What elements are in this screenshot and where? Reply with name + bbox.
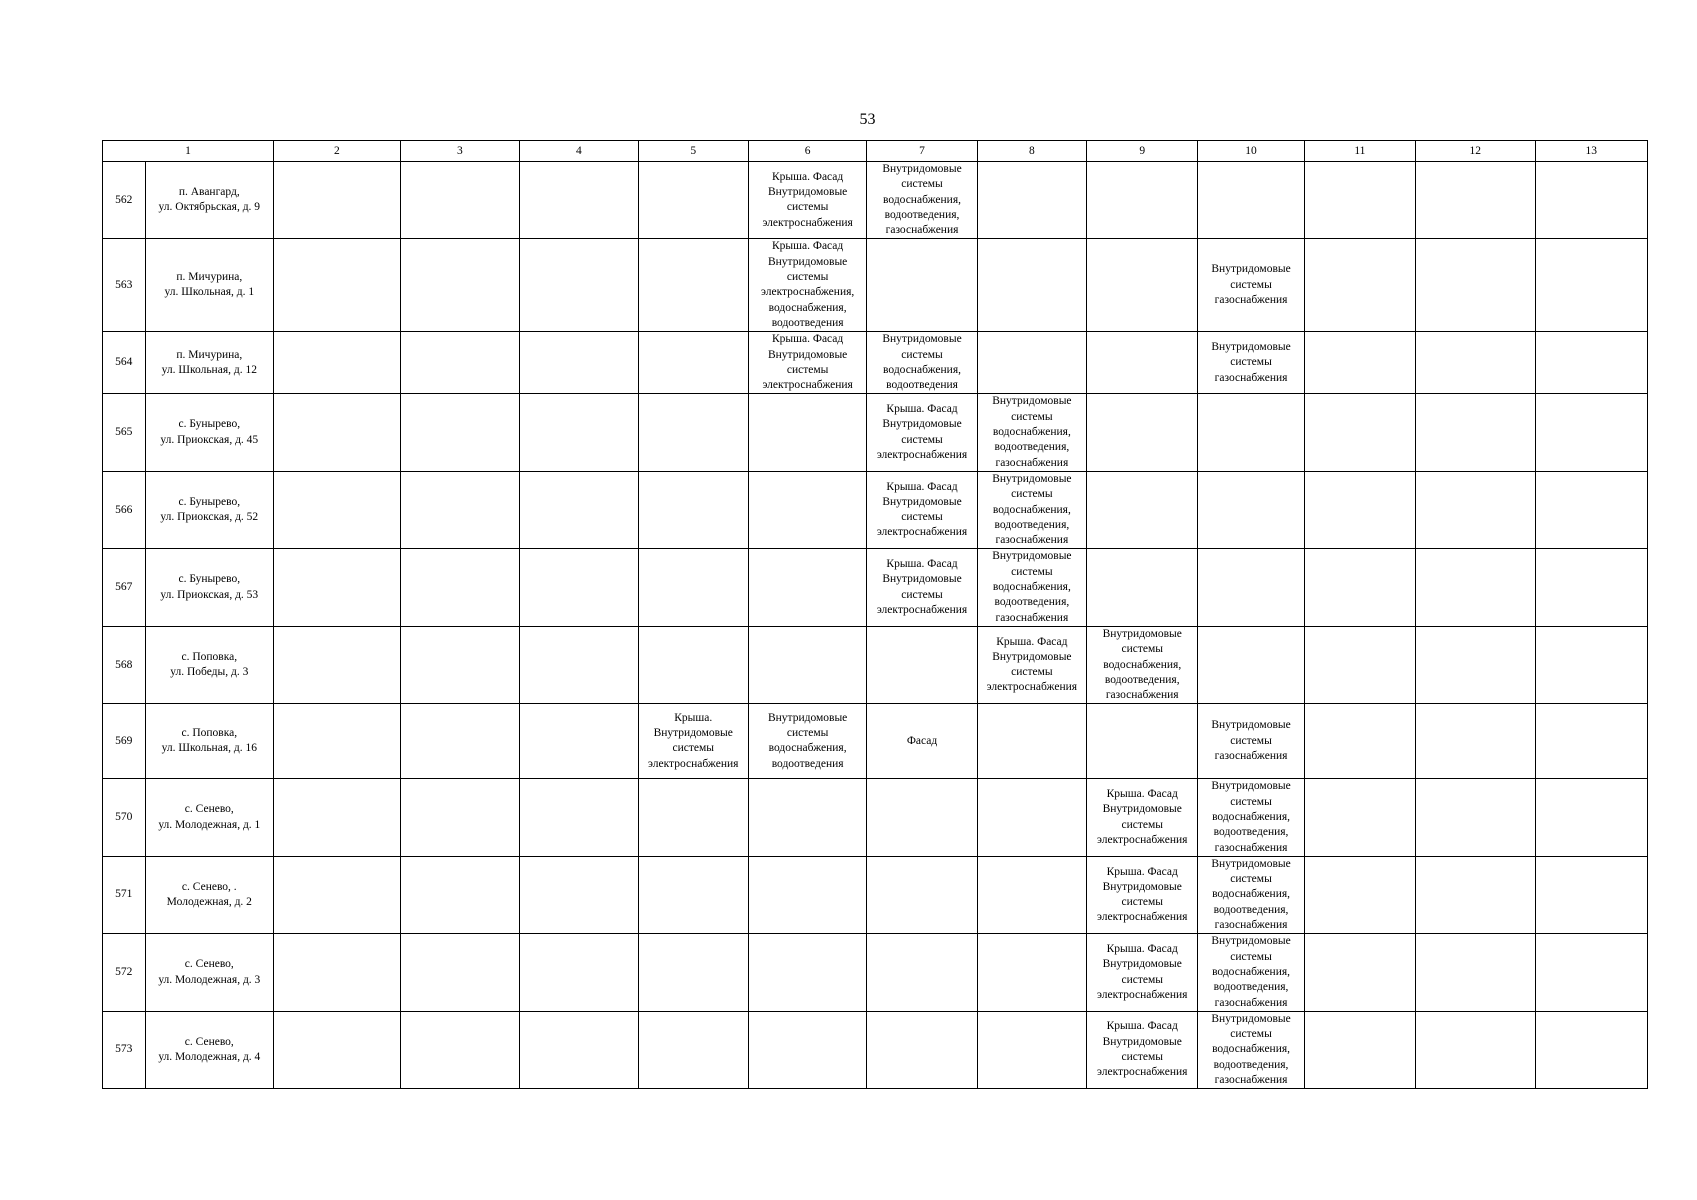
column-header: 11	[1304, 141, 1415, 162]
address-line: ул. Приокская, д. 53	[160, 588, 259, 601]
cell	[520, 779, 638, 856]
cell	[274, 626, 401, 703]
cell	[1416, 626, 1535, 703]
row-number: 564	[103, 332, 146, 394]
address-line: с. Сенево,	[184, 958, 234, 971]
cell	[1535, 704, 1647, 779]
cell: Крыша. Фасад Внутридомовые системы электроснабжения	[748, 332, 866, 394]
cell	[638, 394, 748, 471]
cell	[1304, 856, 1415, 933]
cell	[1304, 934, 1415, 1011]
cell	[638, 162, 748, 239]
cell	[400, 394, 519, 471]
table-row	[103, 856, 1648, 933]
address-line: с. Поповка,	[181, 650, 238, 663]
address-cell	[145, 394, 274, 471]
address-line: ул. Школьная, д. 16	[161, 742, 257, 755]
cell	[638, 332, 748, 394]
cell: Внутридомовые системы водоснабжения, водоотведения	[867, 332, 977, 394]
cell	[748, 394, 866, 471]
cell: Крыша. Фасад Внутридомовые системы электроснабжения, водоснабжения, водоотведения	[748, 239, 866, 332]
cell	[1198, 626, 1304, 703]
cell	[1304, 549, 1415, 626]
address-line: с. Поповка,	[181, 727, 238, 740]
cell	[977, 1011, 1086, 1088]
cell: Крыша. Фасад Внутридомовые системы электроснабжения	[1087, 779, 1198, 856]
cell	[1304, 704, 1415, 779]
cell	[748, 934, 866, 1011]
address-line: с. Бунырево,	[178, 495, 241, 508]
table-row	[103, 162, 1648, 239]
address-line: п. Мичурина,	[176, 271, 243, 284]
column-header: 9	[1087, 141, 1198, 162]
cell	[520, 471, 638, 548]
cell: Внутридомовые системы водоснабжения, водоотведения, газоснабжения	[867, 162, 977, 239]
column-header: 13	[1535, 141, 1647, 162]
cell	[1535, 779, 1647, 856]
cell	[1304, 239, 1415, 332]
cell: Внутридомовые системы водоснабжения, водоотведения, газоснабжения	[1087, 626, 1198, 703]
cell: Внутридомовые системы водоснабжения, водоотведения, газоснабжения	[1198, 779, 1304, 856]
row-number: 567	[103, 549, 146, 626]
cell	[638, 549, 748, 626]
cell: Крыша. Фасад Внутридомовые системы электроснабжения	[977, 626, 1086, 703]
cell	[274, 934, 401, 1011]
address-cell	[145, 704, 274, 779]
cell	[748, 471, 866, 548]
cell	[867, 239, 977, 332]
cell	[520, 626, 638, 703]
address-line: с. Сенево,	[184, 803, 234, 816]
cell: Внутридомовые системы водоснабжения, водоотведения, газоснабжения	[977, 549, 1086, 626]
cell: Крыша. Фасад Внутридомовые системы электроснабжения	[748, 162, 866, 239]
cell	[1304, 162, 1415, 239]
cell	[400, 856, 519, 933]
cell	[638, 626, 748, 703]
cell	[1198, 549, 1304, 626]
cell	[274, 394, 401, 471]
address-cell	[145, 1011, 274, 1088]
column-header: 3	[400, 141, 519, 162]
cell	[867, 1011, 977, 1088]
cell	[274, 856, 401, 933]
cell	[748, 626, 866, 703]
cell	[1198, 471, 1304, 548]
cell	[748, 779, 866, 856]
address-cell	[145, 239, 274, 332]
cell	[400, 1011, 519, 1088]
row-number: 572	[103, 934, 146, 1011]
cell	[274, 471, 401, 548]
cell	[520, 856, 638, 933]
row-number: 563	[103, 239, 146, 332]
cell	[520, 162, 638, 239]
cell	[638, 1011, 748, 1088]
cell	[977, 779, 1086, 856]
cell	[1087, 239, 1198, 332]
cell	[1535, 471, 1647, 548]
cell	[1535, 549, 1647, 626]
address-line: ул. Школьная, д. 1	[164, 286, 255, 299]
cell	[638, 779, 748, 856]
cell	[400, 934, 519, 1011]
cell	[1304, 394, 1415, 471]
cell	[638, 934, 748, 1011]
cell	[1087, 549, 1198, 626]
cell	[1535, 332, 1647, 394]
cell	[1535, 162, 1647, 239]
address-line: ул. Молодежная, д. 3	[158, 973, 261, 986]
cell	[400, 549, 519, 626]
cell	[1416, 471, 1535, 548]
table-row	[103, 626, 1648, 703]
cell	[1416, 704, 1535, 779]
column-header: 1	[103, 141, 274, 162]
cell	[1535, 394, 1647, 471]
cell	[400, 779, 519, 856]
cell: Крыша. Фасад Внутридомовые системы электроснабжения	[867, 549, 977, 626]
cell: Внутридомовые системы водоснабжения, водоотведения, газоснабжения	[977, 394, 1086, 471]
address-cell	[145, 549, 274, 626]
table-row	[103, 934, 1648, 1011]
cell	[867, 856, 977, 933]
cell: Внутридомовые системы газоснабжения	[1198, 239, 1304, 332]
cell	[867, 934, 977, 1011]
page-number: 53	[859, 111, 876, 128]
address-line: ул. Приокская, д. 52	[160, 511, 259, 524]
cell	[638, 239, 748, 332]
row-number: 562	[103, 162, 146, 239]
row-number: 568	[103, 626, 146, 703]
row-number: 570	[103, 779, 146, 856]
cell: Внутридомовые системы водоснабжения, водоотведения, газоснабжения	[1198, 856, 1304, 933]
column-header: 7	[867, 141, 977, 162]
cell	[1087, 162, 1198, 239]
column-header: 6	[748, 141, 866, 162]
cell	[274, 779, 401, 856]
cell	[867, 626, 977, 703]
address-line: п. Мичурина,	[176, 348, 243, 361]
cell: Крыша. Фасад Внутридомовые системы электроснабжения	[1087, 934, 1198, 1011]
table-row	[103, 471, 1648, 548]
cell	[1416, 549, 1535, 626]
header-row	[103, 141, 1648, 162]
address-cell	[145, 471, 274, 548]
cell	[977, 856, 1086, 933]
table-row	[103, 549, 1648, 626]
cell	[1416, 934, 1535, 1011]
cell	[977, 704, 1086, 779]
table-row	[103, 1011, 1648, 1088]
address-line: п. Авангард,	[178, 185, 240, 198]
cell	[400, 239, 519, 332]
cell: Внутридомовые системы газоснабжения	[1198, 704, 1304, 779]
address-line: с. Сенево,	[184, 1035, 234, 1048]
cell	[1304, 1011, 1415, 1088]
column-header: 10	[1198, 141, 1304, 162]
cell	[274, 1011, 401, 1088]
cell	[1535, 1011, 1647, 1088]
cell	[1087, 394, 1198, 471]
table-row	[103, 779, 1648, 856]
table-row	[103, 394, 1648, 471]
cell	[1087, 471, 1198, 548]
cell: Крыша. Фасад Внутридомовые системы электроснабжения	[1087, 856, 1198, 933]
cell	[1416, 779, 1535, 856]
address-cell	[145, 162, 274, 239]
address-line: ул. Октябрьская, д. 9	[158, 201, 261, 214]
cell: Крыша. Фасад Внутридомовые системы электроснабжения	[867, 471, 977, 548]
cell	[977, 162, 1086, 239]
address-line: с. Бунырево,	[178, 418, 241, 431]
cell	[977, 332, 1086, 394]
address-cell	[145, 332, 274, 394]
cell	[1198, 162, 1304, 239]
table-row	[103, 332, 1648, 394]
row-number: 566	[103, 471, 146, 548]
cell	[520, 704, 638, 779]
cell	[1535, 856, 1647, 933]
cell	[400, 626, 519, 703]
column-header: 8	[977, 141, 1086, 162]
cell	[520, 394, 638, 471]
cell	[520, 1011, 638, 1088]
row-number: 571	[103, 856, 146, 933]
repair-schedule-table	[102, 140, 1648, 1089]
address-line: ул. Молодежная, д. 1	[158, 818, 261, 831]
cell	[400, 704, 519, 779]
cell	[274, 162, 401, 239]
address-line: с. Сенево, .	[181, 880, 237, 893]
address-cell	[145, 934, 274, 1011]
column-header: 4	[520, 141, 638, 162]
address-line: Молодежная, д. 2	[166, 896, 252, 909]
column-header: 5	[638, 141, 748, 162]
cell	[1416, 394, 1535, 471]
cell: Внутридомовые системы водоснабжения, водоотведения, газоснабжения	[1198, 934, 1304, 1011]
cell	[1416, 239, 1535, 332]
cell	[1198, 394, 1304, 471]
cell	[977, 239, 1086, 332]
column-header: 12	[1416, 141, 1535, 162]
cell	[748, 856, 866, 933]
cell	[638, 856, 748, 933]
cell	[520, 934, 638, 1011]
cell: Крыша. Фасад Внутридомовые системы электроснабжения	[867, 394, 977, 471]
cell	[1535, 626, 1647, 703]
cell	[748, 549, 866, 626]
cell	[274, 239, 401, 332]
address-line: ул. Победы, д. 3	[170, 666, 249, 679]
cell	[748, 1011, 866, 1088]
cell	[1087, 704, 1198, 779]
cell: Внутридомовые системы водоснабжения, водоотведения, газоснабжения	[977, 471, 1086, 548]
cell	[1304, 471, 1415, 548]
cell	[400, 162, 519, 239]
address-line: ул. Приокская, д. 45	[160, 433, 259, 446]
cell: Фасад	[867, 704, 977, 779]
cell	[520, 239, 638, 332]
cell	[1416, 162, 1535, 239]
cell	[1304, 332, 1415, 394]
address-cell	[145, 779, 274, 856]
cell	[274, 332, 401, 394]
cell: Внутридомовые системы газоснабжения	[1198, 332, 1304, 394]
cell: Внутридомовые системы водоснабжения, водоотведения, газоснабжения	[1198, 1011, 1304, 1088]
address-line: ул. Молодежная, д. 4	[158, 1051, 261, 1064]
cell	[977, 934, 1086, 1011]
row-number: 573	[103, 1011, 146, 1088]
address-line: ул. Школьная, д. 12	[161, 363, 257, 376]
cell	[1535, 934, 1647, 1011]
cell	[520, 332, 638, 394]
table-row	[103, 704, 1648, 779]
cell	[400, 332, 519, 394]
cell	[867, 779, 977, 856]
cell	[520, 549, 638, 626]
cell	[1304, 626, 1415, 703]
cell	[1416, 332, 1535, 394]
column-header: 2	[274, 141, 401, 162]
row-number: 569	[103, 704, 146, 779]
cell: Внутридомовые системы водоснабжения, водоотведения	[748, 704, 866, 779]
cell	[1304, 779, 1415, 856]
address-cell	[145, 626, 274, 703]
row-number: 565	[103, 394, 146, 471]
cell	[638, 471, 748, 548]
address-line: с. Бунырево,	[178, 573, 241, 586]
cell: Крыша. Фасад Внутридомовые системы электроснабжения	[1087, 1011, 1198, 1088]
cell	[1416, 856, 1535, 933]
cell	[400, 471, 519, 548]
table-row	[103, 239, 1648, 332]
cell	[274, 549, 401, 626]
cell	[1087, 332, 1198, 394]
cell	[274, 704, 401, 779]
cell: Крыша. Внутридомовые системы электроснабжения	[638, 704, 748, 779]
cell	[1416, 1011, 1535, 1088]
address-cell	[145, 856, 274, 933]
cell	[1535, 239, 1647, 332]
